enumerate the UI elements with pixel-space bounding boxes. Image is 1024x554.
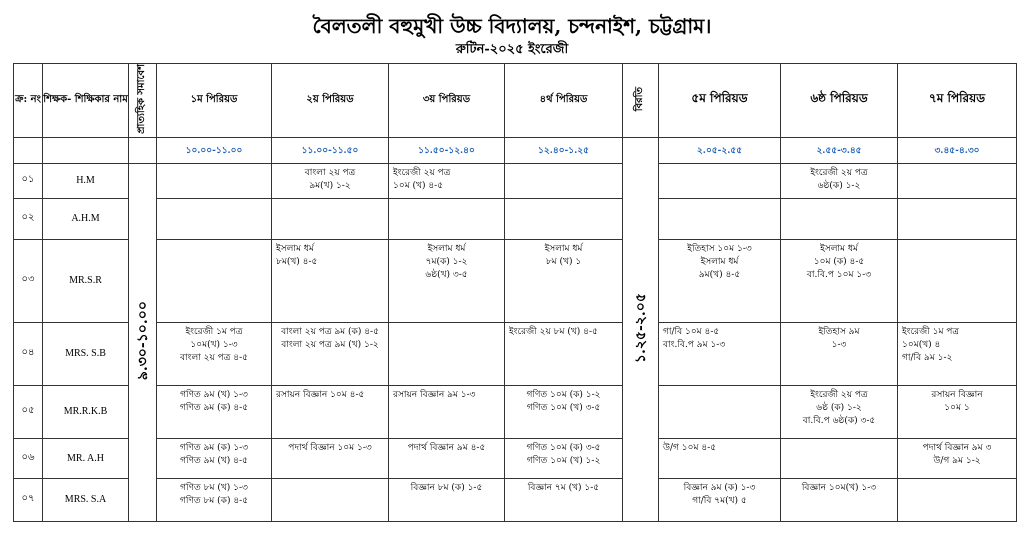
time-p1: ১০.০০-১১.০০ xyxy=(157,137,272,163)
row-serial: ০৩ xyxy=(14,239,43,322)
col-p3: ৩য় পিরিয়ড xyxy=(389,64,505,138)
cell-p3 xyxy=(389,198,505,239)
cell-p6: ইতিহাস ৯ম ১-৩ xyxy=(781,322,898,385)
table-row xyxy=(14,322,1017,385)
row-teacher: MR.R.K.B xyxy=(43,385,129,438)
cell-p4: ইংরেজী ২য় ৮ম (খ) ৪-৫ xyxy=(505,322,623,385)
cell-p3: ইসলাম ধর্ম ৭ম(ক) ১-২ ৬ষ্ঠ(খ) ৩-৫ xyxy=(389,239,505,322)
cell-p2: বাংলা ২য় পত্র ৯ম (ক) ৪-৫ বাংলা ২য় পত্র ৯ম (খ) ১-২ xyxy=(272,322,389,385)
time-p4: ১২.৪০-১.২৫ xyxy=(505,137,623,163)
cell-p1 xyxy=(157,198,272,239)
cell-p3: বিজ্ঞান ৮ম (ক) ১-৫ xyxy=(389,478,505,521)
cell-p5: বিজ্ঞান ৯ম (ক) ১-৩ গা/বি ৭ম(খ) ৫ xyxy=(659,478,781,521)
table-row xyxy=(14,478,1017,521)
time-p3: ১১.৫০-১২.৪০ xyxy=(389,137,505,163)
cell-p3: রসায়ন বিজ্ঞান ৯ম ১-৩ xyxy=(389,385,505,438)
table-row xyxy=(14,163,1017,198)
col-p1: ১ম পিরিয়ড xyxy=(157,64,272,138)
row-teacher: MR. A.H xyxy=(43,438,129,478)
table-row xyxy=(14,385,1017,438)
cell-p7: পদার্থ বিজ্ঞান ৯ম ৩ উ/গ ৯ম ১-২ xyxy=(898,438,1017,478)
time-p7: ৩.৪৫-৪.৩০ xyxy=(898,137,1017,163)
routine-subtitle: রুটিন-২০২৫ ইংরেজী xyxy=(455,42,569,57)
cell-p1: ইংরেজী ১ম পত্র ১০ম(খ) ১-৩ বাংলা ২য় পত্র ৪-৫ xyxy=(157,322,272,385)
row-serial: ০৬ xyxy=(14,438,43,478)
cell-p7 xyxy=(898,478,1017,521)
row-teacher: H.M xyxy=(43,163,129,198)
assembly-time-cell xyxy=(129,163,157,521)
col-p7: ৭ম পিরিয়ড xyxy=(898,64,1017,138)
cell-p7: ইংরেজী ১ম পত্র ১০ম(খ) ৪ গা/বি ৯ম ১-২ xyxy=(898,322,1017,385)
col-teacher: শিক্ষক- শিক্ষিকার নাম xyxy=(43,64,129,138)
cell-p4: ইসলাম ধর্ম ৮ম (খ) ১ xyxy=(505,239,623,322)
col-break xyxy=(623,64,659,138)
row-serial: ০৫ xyxy=(14,385,43,438)
row-serial: ০৪ xyxy=(14,322,43,385)
school-title: বৈলতলী বহুমুখী উচ্চ বিদ্যালয়, চন্দনাইশ, চট্টগ্রাম। xyxy=(312,14,712,38)
cell-p3 xyxy=(389,322,505,385)
table-row xyxy=(14,198,1017,239)
cell-p7 xyxy=(898,163,1017,198)
cell-p6: ইংরেজী ২য় পত্র ৬ষ্ঠ (ক) ১-২ বা.বি.প ৬ষ্ঠ(ক) ৩-৫ xyxy=(781,385,898,438)
col-serial: ক্র: নং xyxy=(14,64,43,138)
cell-p2: পদার্থ বিজ্ঞান ১০ম ১-৩ xyxy=(272,438,389,478)
cell-p4 xyxy=(505,198,623,239)
cell-p4 xyxy=(505,163,623,198)
row-serial: ০২ xyxy=(14,198,43,239)
row-serial: ০৭ xyxy=(14,478,43,521)
cell-p2: রসায়ন বিজ্ঞান ১০ম ৪-৫ xyxy=(272,385,389,438)
cell-p4: গণিত ১০ম (ক) ৩-৫ গণিত ১০ম (খ) ১-২ xyxy=(505,438,623,478)
cell-p7 xyxy=(898,239,1017,322)
col-p5: ৫ম পিরিয়ড xyxy=(659,64,781,138)
header-row xyxy=(14,64,1017,138)
row-teacher: MRS. S.A xyxy=(43,478,129,521)
row-teacher: MRS. S.B xyxy=(43,322,129,385)
cell-p6: ইংরেজী ২য় পত্র ৬ষ্ঠ(ক) ১-২ xyxy=(781,163,898,198)
cell-p3: ইংরেজী ২য় পত্র ১০ম (খ) ৪-৫ xyxy=(389,163,505,198)
break-label: বিরতি xyxy=(634,86,645,112)
cell-p5: উ/গ ১০ম ৪-৫ xyxy=(659,438,781,478)
row-serial: ০১ xyxy=(14,163,43,198)
cell-p4: গণিত ১০ম (ক) ১-২ গণিত ১০ম (খ) ৩-৫ xyxy=(505,385,623,438)
cell-p6: বিজ্ঞান ১০ম(খ) ১-৩ xyxy=(781,478,898,521)
col-p2: ২য় পিরিয়ড xyxy=(272,64,389,138)
table-row xyxy=(14,239,1017,322)
time-p6: ২.৫৫-৩.৪৫ xyxy=(781,137,898,163)
cell-p5: ইতিহাস ১০ম ১-৩ ইসলাম ধর্ম ৯ম(খ) ৪-৫ xyxy=(659,239,781,322)
cell-p7: রসায়ন বিজ্ঞান ১০ম ১ xyxy=(898,385,1017,438)
cell-p2: বাংলা ২য় পত্র ৯ম(খ) ১-২ xyxy=(272,163,389,198)
assembly-time: ৯.৩০-১০.০০ xyxy=(134,301,151,381)
cell-p1: গণিত ৯ম (ক) ১-৩ গণিত ৯ম (খ) ৪-৫ xyxy=(157,438,272,478)
break-time-cell xyxy=(623,137,659,521)
cell-p4: বিজ্ঞান ৭ম (খ) ১-৫ xyxy=(505,478,623,521)
cell-p6 xyxy=(781,198,898,239)
cell-p5 xyxy=(659,198,781,239)
col-p4: ৪র্থ পিরিয়ড xyxy=(505,64,623,138)
cell-p2 xyxy=(272,478,389,521)
cell-p1: গণিত ৮ম (খ) ১-৩ গণিত ৮ম (ক) ৪-৫ xyxy=(157,478,272,521)
cell-p2: ইসলাম ধর্ম ৮ম(খ) ৪-৫ xyxy=(272,239,389,322)
col-assembly xyxy=(129,64,157,138)
time-row xyxy=(14,137,1017,163)
table-row xyxy=(14,438,1017,478)
cell-p1: গণিত ৯ম (খ) ১-৩ গণিত ৯ম (ক) ৪-৫ xyxy=(157,385,272,438)
col-p6: ৬ষ্ঠ পিরিয়ড xyxy=(781,64,898,138)
assembly-label: প্রাত্যহিক সমাবেশ xyxy=(136,64,147,134)
cell-p5 xyxy=(659,385,781,438)
cell-p6: ইসলাম ধর্ম ১০ম (ক) ৪-৫ বা.বি.প ১০ম ১-৩ xyxy=(781,239,898,322)
cell-p3: পদার্থ বিজ্ঞান ৯ম ৪-৫ xyxy=(389,438,505,478)
cell-p6 xyxy=(781,438,898,478)
cell-p1 xyxy=(157,239,272,322)
row-teacher: A.H.M xyxy=(43,198,129,239)
routine-table xyxy=(13,63,1017,522)
cell-p2 xyxy=(272,198,389,239)
cell-p5 xyxy=(659,163,781,198)
break-time: ১.২৫-২.০৫ xyxy=(632,292,649,363)
row-teacher: MR.S.R xyxy=(43,239,129,322)
cell-p1 xyxy=(157,163,272,198)
cell-p7 xyxy=(898,198,1017,239)
time-p5: ২.০৫-২.৫৫ xyxy=(659,137,781,163)
cell-p5: গা/বি ১০ম ৪-৫ বাং.বি.প ৯ম ১-৩ xyxy=(659,322,781,385)
time-p2: ১১.০০-১১.৫০ xyxy=(272,137,389,163)
